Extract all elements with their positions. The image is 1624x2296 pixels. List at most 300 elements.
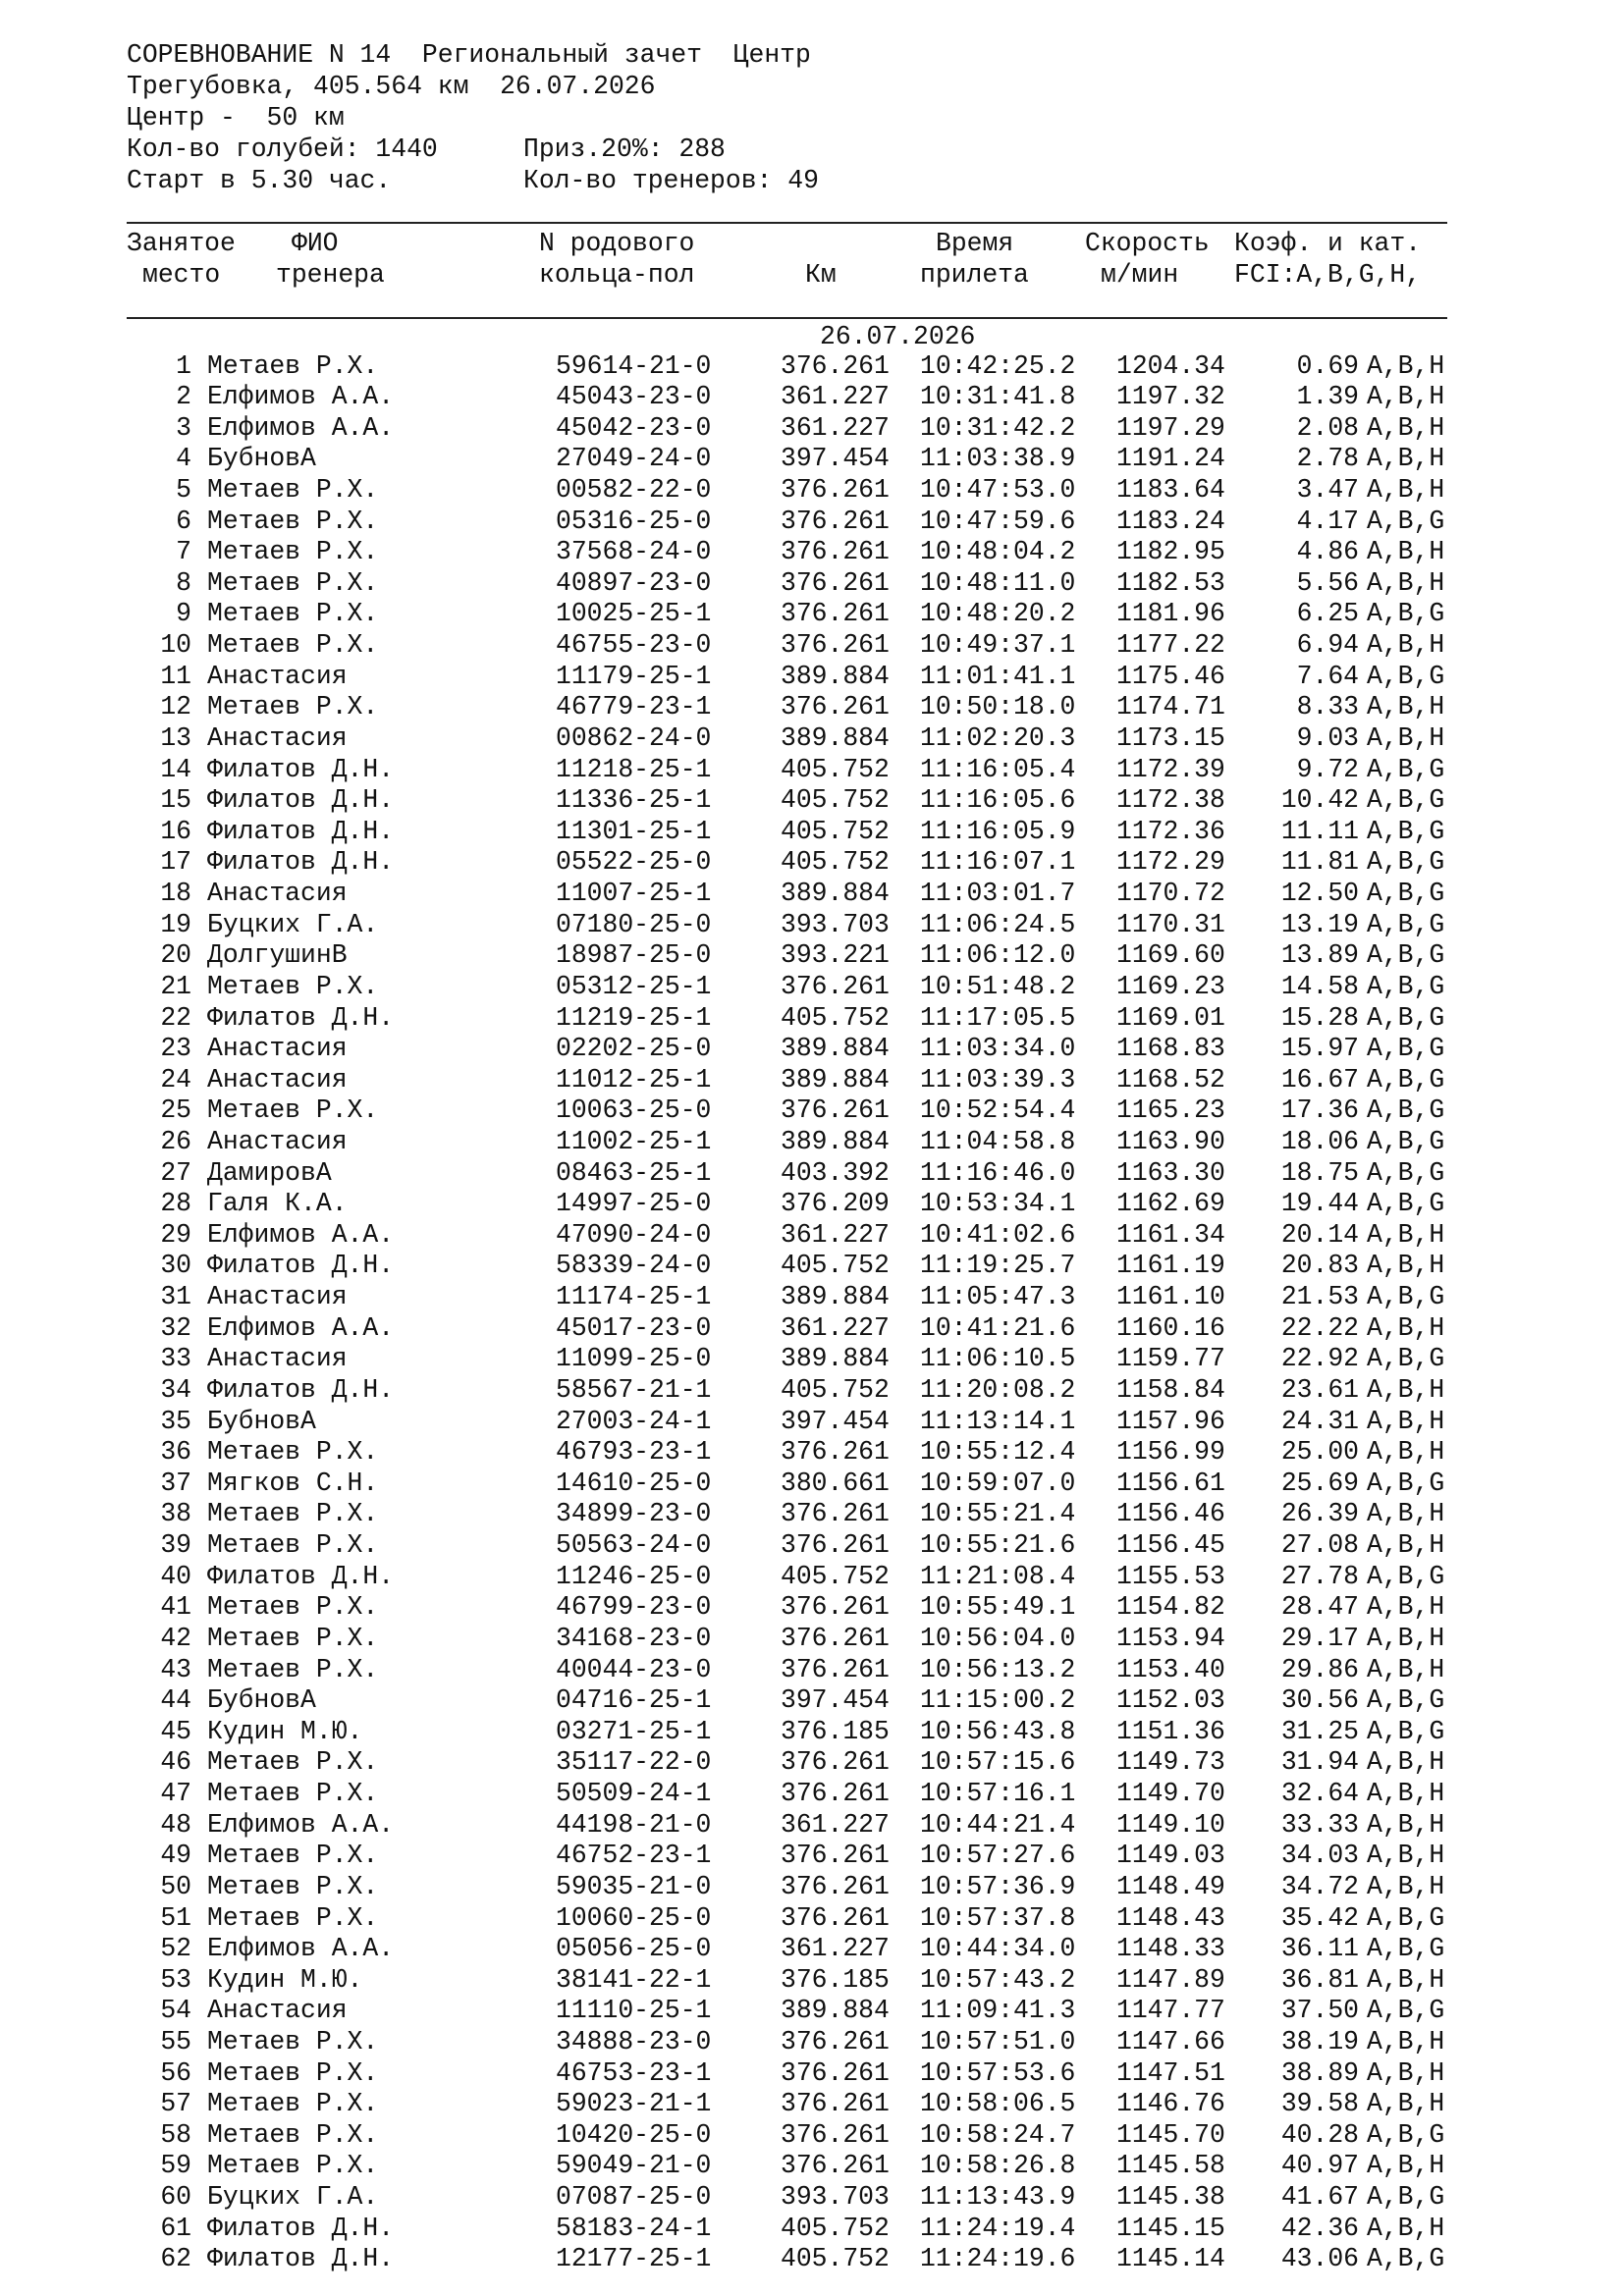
table-row	[0, 1655, 1624, 1686]
arrival-time-cell: 11:24:19.6	[920, 2244, 1076, 2274]
place-cell: 39	[160, 1530, 191, 1561]
trainer-name-cell: Елфимов А.А.	[207, 412, 395, 443]
speed-cell: 1145.58	[1116, 2151, 1225, 2181]
table-row	[0, 444, 1624, 475]
category-cell: A,B,G	[1367, 1934, 1445, 1964]
header-rule	[127, 317, 1447, 319]
table-row	[0, 1592, 1624, 1624]
arrival-time-cell: 10:57:51.0	[920, 2026, 1076, 2056]
ring-number-cell: 47090-24-0	[556, 1219, 712, 1250]
ring-number-cell: 34888-23-0	[556, 2026, 712, 2056]
arrival-time-cell: 11:03:01.7	[920, 879, 1076, 909]
place-cell: 38	[160, 1499, 191, 1529]
arrival-time-cell: 10:57:37.8	[920, 1902, 1076, 1933]
col-km: Км	[805, 260, 837, 290]
coefficient-cell: 18.06	[1280, 1127, 1359, 1156]
trainer-name-cell: Метаев Р.Х.	[207, 506, 379, 536]
place-cell: 25	[160, 1095, 191, 1126]
col-name-2: тренера	[276, 260, 385, 290]
category-cell: A,B,H	[1367, 1871, 1445, 1901]
place-cell: 53	[160, 1964, 191, 1995]
coefficient-cell: 2.08	[1296, 412, 1359, 443]
table-row	[0, 755, 1624, 786]
table-row	[0, 1499, 1624, 1530]
coefficient-cell: 23.61	[1280, 1374, 1359, 1405]
speed-cell: 1183.64	[1116, 474, 1225, 505]
ring-number-cell: 12177-25-1	[556, 2244, 712, 2274]
category-cell: A,B,G	[1367, 1127, 1445, 1156]
trainer-name-cell: Метаев Р.Х.	[207, 1747, 379, 1778]
ring-number-cell: 37568-24-0	[556, 537, 712, 567]
ring-number-cell: 11336-25-1	[556, 785, 712, 816]
table-row	[0, 1717, 1624, 1748]
table-row	[0, 1158, 1624, 1190]
place-cell: 4	[176, 444, 191, 474]
coefficient-cell: 18.75	[1280, 1157, 1359, 1188]
place-cell: 26	[160, 1127, 191, 1156]
coefficient-cell: 30.56	[1280, 1685, 1359, 1716]
table-row	[0, 1965, 1624, 1997]
ring-number-cell: 03271-25-1	[556, 1716, 712, 1746]
distance-cell: 376.261	[781, 1592, 890, 1623]
speed-cell: 1172.39	[1116, 754, 1225, 784]
category-cell: A,B,G	[1367, 2182, 1445, 2213]
distance-cell: 361.227	[781, 1219, 890, 1250]
birds-count: Кол-во голубей: 1440	[127, 134, 438, 164]
table-row	[0, 1034, 1624, 1065]
category-cell: A,B,H	[1367, 1747, 1445, 1778]
place-cell: 28	[160, 1189, 191, 1219]
category-cell: A,B,G	[1367, 506, 1445, 536]
arrival-time-cell: 10:58:06.5	[920, 2089, 1076, 2119]
ring-number-cell: 46799-23-0	[556, 1592, 712, 1623]
distance-cell: 405.752	[781, 785, 890, 816]
arrival-time-cell: 10:51:48.2	[920, 971, 1076, 1001]
arrival-time-cell: 10:48:20.2	[920, 599, 1076, 629]
trainer-name-cell: Буцких Г.А.	[207, 2182, 379, 2213]
distance-cell: 361.227	[781, 1312, 890, 1343]
speed-cell: 1170.31	[1116, 909, 1225, 939]
category-cell: A,B,G	[1367, 661, 1445, 691]
ring-number-cell: 10420-25-0	[556, 2119, 712, 2150]
table-row	[0, 1468, 1624, 1500]
table-row	[0, 723, 1624, 755]
distance-cell: 405.752	[781, 1374, 890, 1405]
coefficient-cell: 34.03	[1280, 1841, 1359, 1871]
ring-number-cell: 46793-23-1	[556, 1437, 712, 1468]
coefficient-cell: 20.83	[1280, 1251, 1359, 1281]
arrival-time-cell: 11:06:12.0	[920, 940, 1076, 971]
arrival-time-cell: 10:55:49.1	[920, 1592, 1076, 1623]
arrival-time-cell: 10:49:37.1	[920, 630, 1076, 661]
ring-number-cell: 45042-23-0	[556, 412, 712, 443]
category-cell: A,B,G	[1367, 879, 1445, 909]
trainer-name-cell: Анастасия	[207, 1344, 348, 1374]
speed-cell: 1146.76	[1116, 2089, 1225, 2119]
table-row	[0, 879, 1624, 910]
speed-cell: 1160.16	[1116, 1312, 1225, 1343]
trainer-name-cell: Анастасия	[207, 661, 348, 691]
speed-cell: 1156.45	[1116, 1530, 1225, 1561]
arrival-time-cell: 10:56:13.2	[920, 1654, 1076, 1684]
arrival-time-cell: 10:50:18.0	[920, 692, 1076, 722]
distance-cell: 376.261	[781, 1871, 890, 1901]
distance-cell: 376.261	[781, 630, 890, 661]
speed-cell: 1148.33	[1116, 1934, 1225, 1964]
category-cell: A,B,H	[1367, 1437, 1445, 1468]
trainer-name-cell: Филатов Д.Н.	[207, 1374, 395, 1405]
col-ring-1: N родового	[539, 229, 695, 258]
table-row	[0, 413, 1624, 445]
competition-title: СОРЕВНОВАНИЕ N 14 Региональный зачет Центр	[127, 40, 811, 70]
speed-cell: 1149.73	[1116, 1747, 1225, 1778]
distance-cell: 376.261	[781, 1530, 890, 1561]
ring-number-cell: 11007-25-1	[556, 879, 712, 909]
category-cell: A,B,H	[1367, 1964, 1445, 1995]
distance-cell: 361.227	[781, 412, 890, 443]
category-cell: A,B,G	[1367, 1344, 1445, 1374]
ring-number-cell: 45043-23-0	[556, 382, 712, 412]
arrival-time-cell: 10:47:53.0	[920, 474, 1076, 505]
speed-cell: 1182.53	[1116, 567, 1225, 598]
ring-number-cell: 05312-25-1	[556, 971, 712, 1001]
distance-cell: 361.227	[781, 1809, 890, 1840]
table-row	[0, 475, 1624, 507]
table-row	[0, 662, 1624, 693]
trainer-name-cell: Метаев Р.Х.	[207, 1592, 379, 1623]
arrival-time-cell: 11:03:34.0	[920, 1034, 1076, 1064]
speed-cell: 1197.29	[1116, 412, 1225, 443]
place-cell: 36	[160, 1437, 191, 1468]
speed-cell: 1177.22	[1116, 630, 1225, 661]
place-cell: 18	[160, 879, 191, 909]
ring-number-cell: 59023-21-1	[556, 2089, 712, 2119]
arrival-time-cell: 10:57:43.2	[920, 1964, 1076, 1995]
place-cell: 46	[160, 1747, 191, 1778]
category-cell: A,B,G	[1367, 1002, 1445, 1033]
speed-cell: 1147.89	[1116, 1964, 1225, 1995]
speed-cell: 1147.77	[1116, 1996, 1225, 2026]
start-time: Старт в 5.30 час.	[127, 166, 392, 195]
ring-number-cell: 50563-24-0	[556, 1530, 712, 1561]
category-cell: A,B,H	[1367, 1219, 1445, 1250]
place-cell: 9	[176, 599, 191, 629]
category-cell: A,B,H	[1367, 2151, 1445, 2181]
trainers-count: Кол-во тренеров: 49	[523, 166, 819, 195]
category-cell: A,B,G	[1367, 1716, 1445, 1746]
speed-cell: 1175.46	[1116, 661, 1225, 691]
top-rule	[127, 222, 1447, 224]
distance-cell: 389.884	[781, 1996, 890, 2026]
trainer-name-cell: Филатов Д.Н.	[207, 754, 395, 784]
trainer-name-cell: Метаев Р.Х.	[207, 599, 379, 629]
speed-cell: 1182.95	[1116, 537, 1225, 567]
arrival-time-cell: 11:06:10.5	[920, 1344, 1076, 1374]
col-time-2: прилета	[920, 260, 1029, 290]
speed-cell: 1151.36	[1116, 1716, 1225, 1746]
ring-number-cell: 58567-21-1	[556, 1374, 712, 1405]
speed-cell: 1149.03	[1116, 1841, 1225, 1871]
trainer-name-cell: Метаев Р.Х.	[207, 2026, 379, 2056]
ring-number-cell: 11002-25-1	[556, 1127, 712, 1156]
table-row	[0, 1841, 1624, 1872]
category-cell: A,B,H	[1367, 1406, 1445, 1436]
coefficient-cell: 37.50	[1280, 1996, 1359, 2026]
trainer-name-cell: Буцких Г.А.	[207, 909, 379, 939]
arrival-time-cell: 11:15:00.2	[920, 1685, 1076, 1716]
place-cell: 19	[160, 909, 191, 939]
category-cell: A,B,H	[1367, 1251, 1445, 1281]
col-place-2: место	[142, 260, 221, 290]
distance-cell: 361.227	[781, 1934, 890, 1964]
arrival-time-cell: 10:56:43.8	[920, 1716, 1076, 1746]
trainer-name-cell: БубновА	[207, 1406, 316, 1436]
place-cell: 23	[160, 1034, 191, 1064]
coefficient-cell: 14.58	[1280, 971, 1359, 1001]
table-row	[0, 1624, 1624, 1655]
category-cell: A,B,G	[1367, 2119, 1445, 2150]
distance-cell: 376.261	[781, 1623, 890, 1653]
trainer-name-cell: Метаев Р.Х.	[207, 1654, 379, 1684]
trainer-name-cell: Мягков С.Н.	[207, 1468, 379, 1498]
table-row	[0, 630, 1624, 662]
place-cell: 48	[160, 1809, 191, 1840]
distance-cell: 376.185	[781, 1716, 890, 1746]
speed-cell: 1156.46	[1116, 1499, 1225, 1529]
coefficient-cell: 41.67	[1280, 2182, 1359, 2213]
trainer-name-cell: Кудин М.Ю.	[207, 1716, 363, 1746]
table-row	[0, 568, 1624, 600]
trainer-name-cell: Елфимов А.А.	[207, 1809, 395, 1840]
distance-cell: 376.261	[781, 350, 890, 381]
speed-cell: 1145.70	[1116, 2119, 1225, 2150]
speed-cell: 1169.01	[1116, 1002, 1225, 1033]
coefficient-cell: 42.36	[1280, 2213, 1359, 2243]
trainer-name-cell: БубновА	[207, 1685, 316, 1716]
distance-cell: 403.392	[781, 1157, 890, 1188]
ring-number-cell: 11110-25-1	[556, 1996, 712, 2026]
coefficient-cell: 1.39	[1296, 382, 1359, 412]
speed-cell: 1149.10	[1116, 1809, 1225, 1840]
ring-number-cell: 59049-21-0	[556, 2151, 712, 2181]
col-place-1: Занятое	[127, 229, 236, 258]
category-cell: A,B,H	[1367, 350, 1445, 381]
speed-cell: 1161.10	[1116, 1282, 1225, 1312]
ring-number-cell: 58183-24-1	[556, 2213, 712, 2243]
trainer-name-cell: Метаев Р.Х.	[207, 1841, 379, 1871]
coefficient-cell: 22.92	[1280, 1344, 1359, 1374]
ring-number-cell: 11174-25-1	[556, 1282, 712, 1312]
table-row	[0, 940, 1624, 972]
speed-cell: 1147.66	[1116, 2026, 1225, 2056]
arrival-time-cell: 11:04:58.8	[920, 1127, 1076, 1156]
distance-cell: 405.752	[781, 2213, 890, 2243]
coefficient-cell: 16.67	[1280, 1064, 1359, 1095]
ring-number-cell: 45017-23-0	[556, 1312, 712, 1343]
trainer-name-cell: Метаев Р.Х.	[207, 1779, 379, 1809]
speed-cell: 1197.32	[1116, 382, 1225, 412]
coefficient-cell: 36.11	[1280, 1934, 1359, 1964]
place-cell: 41	[160, 1592, 191, 1623]
col-name-1: ФИО	[292, 229, 339, 258]
distance-cell: 405.752	[781, 1002, 890, 1033]
trainer-name-cell: Кудин М.Ю.	[207, 1964, 363, 1995]
table-row	[0, 1127, 1624, 1158]
speed-cell: 1161.34	[1116, 1219, 1225, 1250]
table-row	[0, 1220, 1624, 1252]
distance-cell: 376.261	[781, 599, 890, 629]
trainer-name-cell: Елфимов А.А.	[207, 1312, 395, 1343]
arrival-time-cell: 11:17:05.5	[920, 1002, 1076, 1033]
trainer-name-cell: Елфимов А.А.	[207, 1219, 395, 1250]
trainer-name-cell: Анастасия	[207, 1996, 348, 2026]
arrival-time-cell: 10:57:27.6	[920, 1841, 1076, 1871]
place-cell: 47	[160, 1779, 191, 1809]
distance-cell: 405.752	[781, 1251, 890, 1281]
arrival-time-cell: 11:03:39.3	[920, 1064, 1076, 1095]
distance-cell: 376.261	[781, 971, 890, 1001]
trainer-name-cell: Метаев Р.Х.	[207, 1499, 379, 1529]
arrival-time-cell: 10:47:59.6	[920, 506, 1076, 536]
distance-cell: 389.884	[781, 1344, 890, 1374]
arrival-time-cell: 10:31:42.2	[920, 412, 1076, 443]
arrival-time-cell: 10:44:34.0	[920, 1934, 1076, 1964]
trainer-name-cell: Филатов Д.Н.	[207, 785, 395, 816]
place-cell: 59	[160, 2151, 191, 2181]
place-cell: 1	[176, 350, 191, 381]
ring-number-cell: 46755-23-0	[556, 630, 712, 661]
ring-number-cell: 40044-23-0	[556, 1654, 712, 1684]
col-coef-1: Коэф. и кат.	[1234, 229, 1422, 258]
coefficient-cell: 33.33	[1280, 1809, 1359, 1840]
category-cell: A,B,G	[1367, 599, 1445, 629]
ring-number-cell: 11246-25-0	[556, 1561, 712, 1591]
speed-cell: 1181.96	[1116, 599, 1225, 629]
speed-cell: 1165.23	[1116, 1095, 1225, 1126]
arrival-time-cell: 11:13:14.1	[920, 1406, 1076, 1436]
trainer-name-cell: Метаев Р.Х.	[207, 971, 379, 1001]
arrival-time-cell: 10:41:21.6	[920, 1312, 1076, 1343]
distance-cell: 389.884	[781, 1127, 890, 1156]
ring-number-cell: 11099-25-0	[556, 1344, 712, 1374]
arrival-time-cell: 10:56:04.0	[920, 1623, 1076, 1653]
coefficient-cell: 5.56	[1296, 567, 1359, 598]
place-cell: 17	[160, 847, 191, 878]
coefficient-cell: 25.69	[1280, 1468, 1359, 1498]
category-cell: A,B,G	[1367, 1561, 1445, 1591]
category-cell: A,B,H	[1367, 412, 1445, 443]
distance-cell: 389.884	[781, 1064, 890, 1095]
category-cell: A,B,G	[1367, 1095, 1445, 1126]
ring-number-cell: 11179-25-1	[556, 661, 712, 691]
distance-cell: 397.454	[781, 1406, 890, 1436]
table-row	[0, 1375, 1624, 1407]
trainer-name-cell: Метаев Р.Х.	[207, 2151, 379, 2181]
category-cell: A,B,G	[1367, 816, 1445, 846]
coefficient-cell: 26.39	[1280, 1499, 1359, 1529]
speed-cell: 1162.69	[1116, 1189, 1225, 1219]
place-cell: 11	[160, 661, 191, 691]
ring-number-cell: 14997-25-0	[556, 1189, 712, 1219]
speed-cell: 1168.83	[1116, 1034, 1225, 1064]
trainer-name-cell: Метаев Р.Х.	[207, 1902, 379, 1933]
arrival-time-cell: 10:57:53.6	[920, 2057, 1076, 2088]
col-coef-2: FCI:A,B,G,H,	[1234, 260, 1422, 290]
distance-cell: 376.261	[781, 1841, 890, 1871]
distance-cell: 389.884	[781, 722, 890, 753]
speed-cell: 1172.29	[1116, 847, 1225, 878]
coefficient-cell: 40.28	[1280, 2119, 1359, 2150]
ring-number-cell: 10060-25-0	[556, 1902, 712, 1933]
arrival-time-cell: 11:09:41.3	[920, 1996, 1076, 2026]
trainer-name-cell: Метаев Р.Х.	[207, 1623, 379, 1653]
table-row	[0, 1685, 1624, 1717]
trainer-name-cell: Метаев Р.Х.	[207, 2119, 379, 2150]
place-cell: 30	[160, 1251, 191, 1281]
table-row	[0, 599, 1624, 630]
trainer-name-cell: Филатов Д.Н.	[207, 2244, 395, 2274]
arrival-time-cell: 10:55:21.4	[920, 1499, 1076, 1529]
coefficient-cell: 4.17	[1296, 506, 1359, 536]
coefficient-cell: 19.44	[1280, 1189, 1359, 1219]
distance-cell: 380.661	[781, 1468, 890, 1498]
table-row	[0, 1872, 1624, 1903]
trainer-name-cell: Филатов Д.Н.	[207, 847, 395, 878]
coefficient-cell: 20.14	[1280, 1219, 1359, 1250]
zone-distance: Центр - 50 км	[127, 103, 345, 133]
place-cell: 15	[160, 785, 191, 816]
table-row	[0, 817, 1624, 848]
category-cell: A,B,H	[1367, 1623, 1445, 1653]
speed-cell: 1157.96	[1116, 1406, 1225, 1436]
place-cell: 40	[160, 1561, 191, 1591]
table-row	[0, 351, 1624, 383]
table-row	[0, 1407, 1624, 1438]
category-cell: A,B,H	[1367, 2026, 1445, 2056]
arrival-time-cell: 10:52:54.4	[920, 1095, 1076, 1126]
coefficient-cell: 0.69	[1296, 350, 1359, 381]
place-cell: 61	[160, 2213, 191, 2243]
table-row	[0, 1779, 1624, 1810]
trainer-name-cell: Метаев Р.Х.	[207, 2057, 379, 2088]
prize-count: Приз.20%: 288	[523, 134, 726, 164]
table-row	[0, 1344, 1624, 1375]
ring-number-cell: 34899-23-0	[556, 1499, 712, 1529]
speed-cell: 1152.03	[1116, 1685, 1225, 1716]
speed-cell: 1145.38	[1116, 2182, 1225, 2213]
place-cell: 24	[160, 1064, 191, 1095]
category-cell: A,B,G	[1367, 1157, 1445, 1188]
table-row	[0, 1934, 1624, 1965]
arrival-time-cell: 11:21:08.4	[920, 1561, 1076, 1591]
arrival-time-cell: 10:55:12.4	[920, 1437, 1076, 1468]
category-cell: A,B,G	[1367, 1685, 1445, 1716]
arrival-time-cell: 11:16:05.9	[920, 816, 1076, 846]
table-row	[0, 1095, 1624, 1127]
trainer-name-cell: Анастасия	[207, 1034, 348, 1064]
category-cell: A,B,H	[1367, 1654, 1445, 1684]
distance-cell: 389.884	[781, 661, 890, 691]
category-cell: A,B,G	[1367, 1468, 1445, 1498]
coefficient-cell: 3.47	[1296, 474, 1359, 505]
place-cell: 20	[160, 940, 191, 971]
speed-cell: 1147.51	[1116, 2057, 1225, 2088]
coefficient-cell: 38.19	[1280, 2026, 1359, 2056]
place-cell: 56	[160, 2057, 191, 2088]
coefficient-cell: 4.86	[1296, 537, 1359, 567]
table-row	[0, 847, 1624, 879]
distance-cell: 405.752	[781, 816, 890, 846]
